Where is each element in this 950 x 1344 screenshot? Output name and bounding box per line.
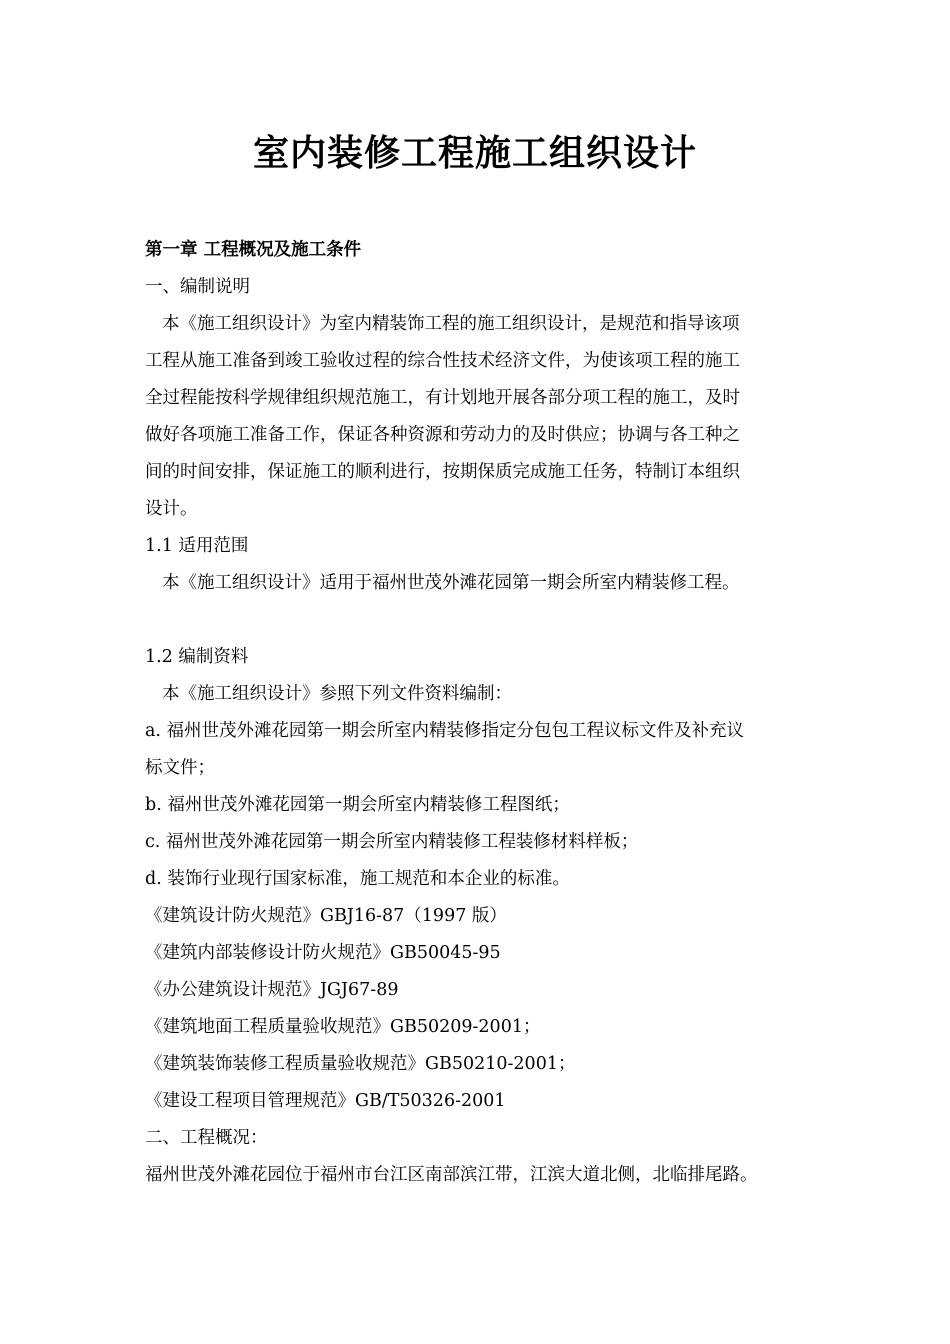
standard-item: 《建筑地面工程质量验收规范》GB50209-2001；	[145, 1017, 541, 1037]
blank-line	[145, 602, 810, 639]
subsection-heading-scope: 1.1 适用范围	[145, 536, 249, 556]
chapter-heading: 第一章 工程概况及施工条件	[145, 240, 362, 260]
list-item-d: d. 装饰行业现行国家标准，施工规范和本企业的标准。	[145, 869, 570, 889]
project-overview-text: 福州世茂外滩花园位于福州市台江区南部滨江带，江滨大道北侧，北临排尾路。	[145, 1165, 758, 1185]
standard-item: 《办公建筑设计规范》JGJ67-89	[145, 980, 399, 1000]
section-heading-compilation-note: 一、编制说明	[145, 277, 250, 297]
list-item-a-continued: 标文件；	[145, 758, 215, 778]
list-item-b: b. 福州世茂外滩花园第一期会所室内精装修工程图纸；	[145, 795, 570, 815]
standard-item: 《建筑装饰装修工程质量验收规范》GB50210-2001；	[145, 1054, 576, 1074]
scope-text: 本《施工组织设计》适用于福州世茂外滩花园第一期会所室内精装修工程。	[162, 573, 740, 593]
document-title: 室内装修工程施工组织设计	[252, 133, 697, 174]
paragraph-line: 设计。	[145, 499, 198, 519]
list-item-a: a. 福州世茂外滩花园第一期会所室内精装修指定分包包工程议标文件及补充议	[145, 721, 745, 741]
paragraph-line: 全过程能按科学规律组织规范施工，有计划地开展各部分项工程的施工，及时	[145, 388, 740, 408]
standard-item: 《建筑设计防火规范》GBJ16-87（1997 版）	[145, 906, 507, 926]
subsection-heading-materials: 1.2 编制资料	[145, 647, 249, 667]
paragraph-line: 本《施工组织设计》为室内精装饰工程的施工组织设计，是规范和指导该项	[162, 314, 740, 334]
paragraph-line: 做好各项施工准备工作，保证各种资源和劳动力的及时供应；协调与各工种之	[145, 425, 740, 445]
paragraph-line: 工程从施工准备到竣工验收过程的综合性技术经济文件，为使该项工程的施工	[145, 351, 740, 371]
list-item-c: c. 福州世茂外滩花园第一期会所室内精装修工程装修材料样板；	[145, 832, 639, 852]
materials-intro: 本《施工组织设计》参照下列文件资料编制：	[162, 684, 512, 704]
section-heading-project-overview: 二、工程概况：	[145, 1128, 268, 1148]
standard-item: 《建设工程项目管理规范》GB/T50326-2001	[145, 1091, 506, 1111]
document-body	[145, 232, 810, 1194]
paragraph-line: 间的时间安排，保证施工的顺利进行，按期保质完成施工任务，特制订本组织	[145, 462, 740, 482]
standard-item: 《建筑内部装修设计防火规范》GB50045-95	[145, 943, 501, 963]
